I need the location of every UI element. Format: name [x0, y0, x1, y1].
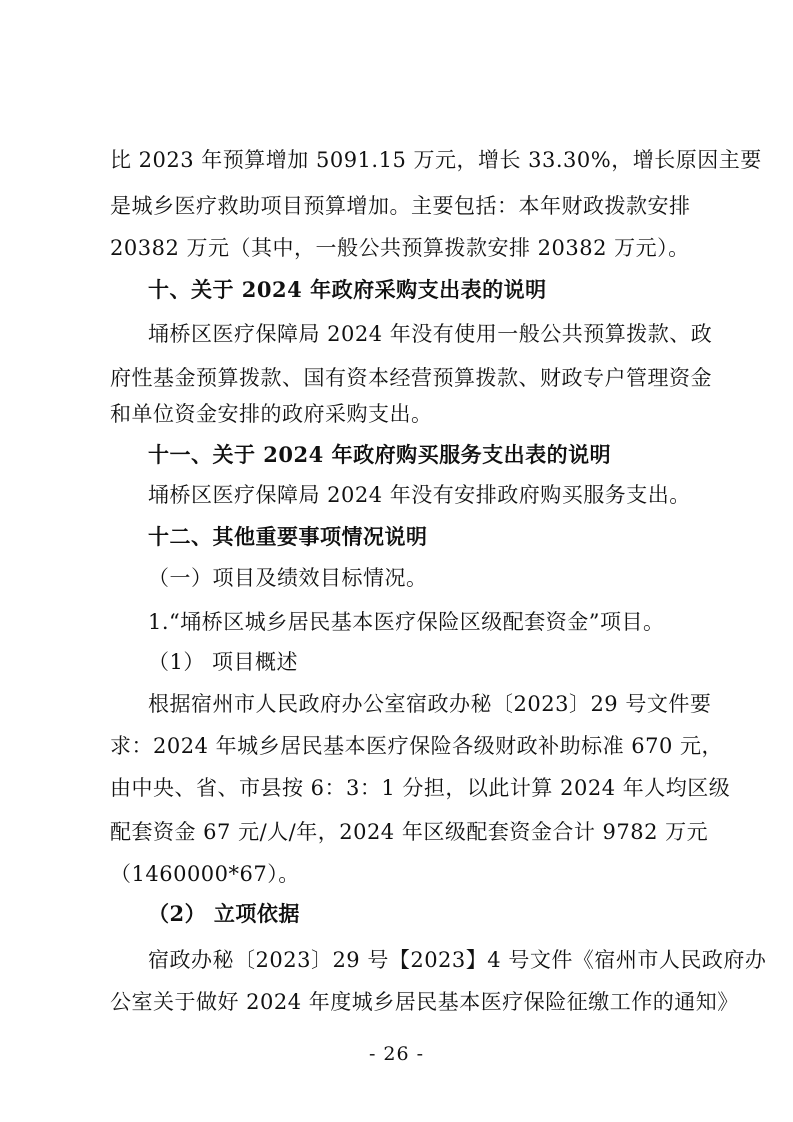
body-text-line: 由中央、省、市县按 6：3：1 分担，以此计算 2024 年人均区级 — [110, 776, 731, 800]
body-text-line: 和单位资金安排的政府采购支出。 — [110, 402, 433, 426]
body-text-line: 公室关于做好 2024 年度城乡居民基本医疗保险征缴工作的通知》 — [110, 990, 739, 1014]
body-text-line: 求：2024 年城乡居民基本医疗保险各级财政补助标准 670 元， — [110, 734, 724, 758]
body-text-line: 府性基金预算拨款、国有资本经营预算拨款、财政专户管理资金 — [110, 366, 712, 390]
section-heading-11: 十一、关于 2024 年政府购买服务支出表的说明 — [148, 442, 612, 467]
body-text-line: 20382 万元（其中，一般公共预算拨款安排 20382 万元）。 — [110, 236, 690, 260]
body-text-line: （1460000*67）。 — [110, 862, 300, 886]
body-text-line: 配套资金 67 元/人/年，2024 年区级配套资金合计 9782 万元 — [110, 820, 709, 844]
subsection-heading: （1） 项目概述 — [148, 650, 299, 674]
body-text-line: 是城乡医疗救助项目预算增加。主要包括：本年财政拨款安排 — [110, 194, 691, 218]
body-text-line: 埇桥区医疗保障局 2024 年没有使用一般公共预算拨款、政 — [148, 322, 713, 346]
section-heading-12: 十二、其他重要事项情况说明 — [148, 524, 428, 549]
body-text-line: 埇桥区医疗保障局 2024 年没有安排政府购买服务支出。 — [148, 483, 691, 507]
project-title: 1.“埇桥区城乡居民基本医疗保险区级配套资金”项目。 — [148, 610, 665, 634]
body-text-line: 根据宿州市人民政府办公室宿政办秘〔2023〕29 号文件要 — [148, 692, 712, 716]
body-text-line: 比 2023 年预算增加 5091.15 万元，增长 33.30%，增长原因主要 — [110, 148, 762, 172]
section-heading-10: 十、关于 2024 年政府采购支出表的说明 — [148, 277, 547, 302]
page-number: - 26 - — [368, 1043, 425, 1065]
subsection-heading: （一）项目及绩效目标情况。 — [148, 566, 428, 590]
body-text-line: 宿政办秘〔2023〕29 号【2023】4 号文件《宿州市人民政府办 — [148, 948, 767, 972]
subsection-heading: （2） 立项依据 — [148, 901, 300, 926]
